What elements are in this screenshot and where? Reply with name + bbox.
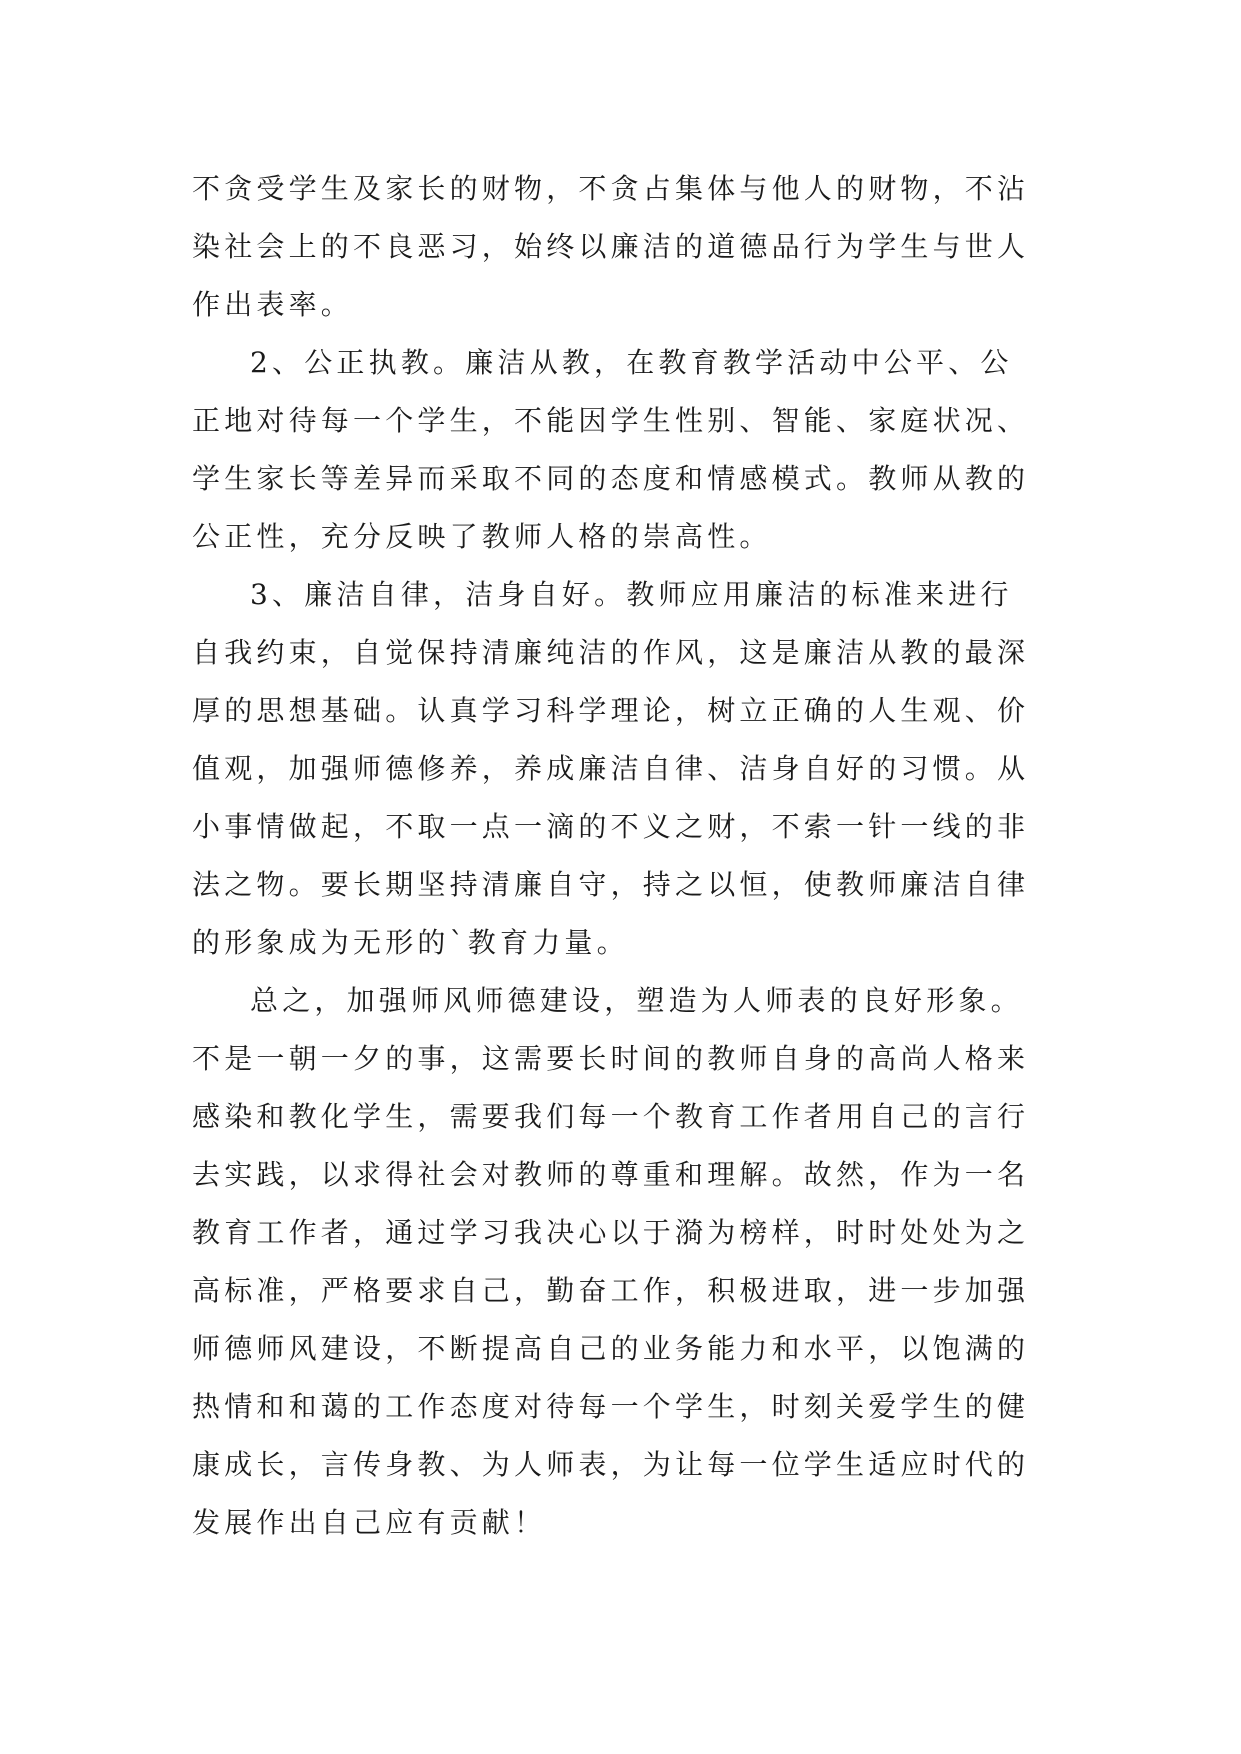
text-line: 师德师风建设，不断提高自己的业务能力和水平，以饱满的 xyxy=(192,1332,1030,1365)
text-line: 厚的思想基础。认真学习科学理论，树立正确的人生观、价 xyxy=(192,694,1030,727)
text-line: 不是一朝一夕的事，这需要长时间的教师自身的高尚人格来 xyxy=(192,1042,1030,1075)
document-body xyxy=(192,160,1062,1552)
text-line: 去实践，以求得社会对教师的尊重和理解。故然，作为一名 xyxy=(192,1158,1030,1191)
text-line: 法之物。要长期坚持清廉自守，持之以恒，使教师廉洁自律 xyxy=(192,868,1030,901)
text-line: 2、公正执教。廉洁从教，在教育教学活动中公平、公 xyxy=(250,346,1013,379)
text-line: 总之，加强师风师德建设，塑造为人师表的良好形象。 xyxy=(250,984,1023,1017)
text-line: 公正性，充分反映了教师人格的崇高性。 xyxy=(192,520,772,553)
text-line: 的形象成为无形的`教育力量。 xyxy=(192,926,629,959)
text-line: 感染和教化学生，需要我们每一个教育工作者用自己的言行 xyxy=(192,1100,1030,1133)
text-line: 值观，加强师德修养，养成廉洁自律、洁身自好的习惯。从 xyxy=(192,752,1030,785)
text-line: 不贪受学生及家长的财物，不贪占集体与他人的财物，不沾 xyxy=(192,172,1030,205)
text-line: 发展作出自己应有贡献！ xyxy=(192,1506,547,1539)
text-line: 高标准，严格要求自己，勤奋工作，积极进取，进一步加强 xyxy=(192,1274,1030,1307)
text-line: 3、廉洁自律，洁身自好。教师应用廉洁的标准来进行 xyxy=(250,578,1013,611)
text-line: 小事情做起，不取一点一滴的不义之财，不索一针一线的非 xyxy=(192,810,1030,843)
text-line: 正地对待每一个学生，不能因学生性别、智能、家庭状况、 xyxy=(192,404,1030,437)
text-line: 教育工作者，通过学习我决心以于漪为榜样，时时处处为之 xyxy=(192,1216,1030,1249)
text-line: 自我约束，自觉保持清廉纯洁的作风，这是廉洁从教的最深 xyxy=(192,636,1030,669)
text-line: 作出表率。 xyxy=(192,288,354,321)
text-line: 学生家长等差异而采取不同的态度和情感模式。教师从教的 xyxy=(192,462,1030,495)
text-line: 热情和和蔼的工作态度对待每一个学生，时刻关爱学生的健 xyxy=(192,1390,1030,1423)
text-line: 染社会上的不良恶习，始终以廉洁的道德品行为学生与世人 xyxy=(192,230,1030,263)
text-line: 康成长，言传身教、为人师表，为让每一位学生适应时代的 xyxy=(192,1448,1030,1481)
